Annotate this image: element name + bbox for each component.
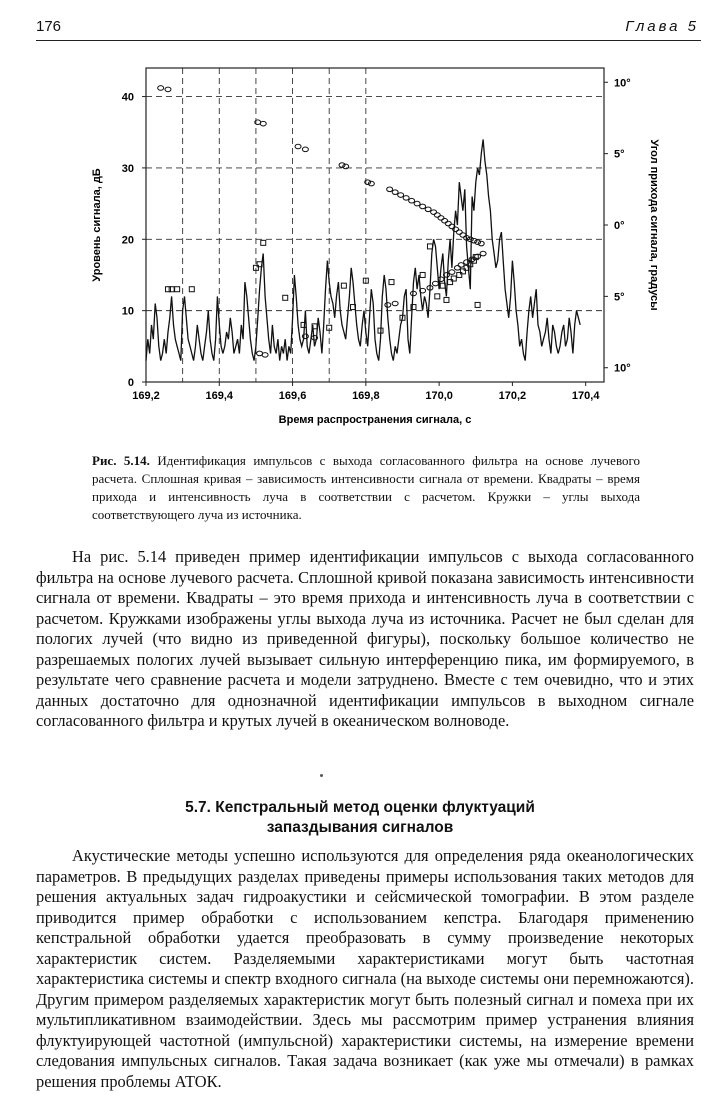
figure-caption [92,452,640,524]
ray-square [165,287,170,292]
x-tick-label: 170,0 [425,390,453,402]
y-tick-label: 10 [121,305,134,318]
ray-angle-circle [409,198,415,203]
x-axis-ticks [132,382,600,402]
signal-intensity-line [146,139,580,360]
ray-square [435,294,440,299]
y2-tick-label: 10° [614,362,631,375]
page-header [36,14,701,41]
y-tick-label: 0 [127,377,134,389]
ray-angle-circle [339,163,345,168]
y-axis-label: Уровень сигнала, дБ [91,168,103,282]
ray-angle-circle [343,164,349,169]
ray-square [261,240,266,245]
ray-square [460,269,465,274]
ray-square [175,287,180,292]
x-tick-label: 169,8 [352,390,380,402]
ray-angle-circle [398,193,404,198]
ray-angle-circle [454,266,460,271]
ray-angle-circle [478,241,484,246]
ray-angle-circle [403,196,409,201]
ray-angle-circle [262,353,268,358]
chapter-title: Глава 5 [625,18,699,35]
ray-angle-circle [425,207,431,212]
x-tick-label: 170,4 [571,390,600,402]
ray-square [451,276,456,281]
y2-axis-ticks [604,77,631,374]
ray-square [301,322,306,327]
y-tick-label: 20 [121,234,134,247]
ray-angle-circle [420,204,426,209]
x-axis-label: Время распространения сигнала, с [278,414,472,426]
x-tick-label: 169,6 [278,390,307,402]
ray-angle-circles [158,86,486,358]
y-axis-ticks [122,92,146,389]
ray-square [457,272,462,277]
ray-angle-circle [432,281,438,286]
y2-axis-label: Угол прихода сигнала, градусы [648,139,660,311]
ray-angle-circle [302,147,308,152]
ray-angle-circle [458,263,464,268]
ray-angle-circle [460,233,466,238]
ray-angle-circle [368,181,374,186]
ray-angle-circle [387,187,393,192]
y-tick-label: 40 [121,91,134,104]
ray-square [427,244,432,249]
ray-angle-circle [385,303,391,308]
ray-square [420,272,425,277]
ray-angle-circle [442,218,448,223]
ray-square [389,280,394,285]
ray-angle-circle [475,240,481,245]
ray-square [283,295,288,300]
ray-angle-circle [260,121,266,126]
ray-angle-circle [295,144,301,149]
y2-tick-label: 0° [614,220,625,232]
y2-tick-label: 5° [614,148,625,161]
separator-dot [320,774,323,777]
ray-angle-circle [449,270,455,275]
body-paragraph-2: Акустические методы успешно используются для определения ряда океанологических параметров. В предыдущих разделах приведены примеры использования таких методов для решения актуальных задач гидроакустики и сейсмической томографии. В этом разделе приводится пример обработки с использованием кепстра. Благодаря применению кепстральной обработки удается преобразовать в сумму произведение некоторых характеристик систем. Разделяемыми характеристиками могут быть частотная характеристика системы и спектр входного сигнала (на выходе системы они перемножаются). Другим примером разделяемых характеристик могут быть полезный сигнал и помеха при их мультипликативном взаимодействии. Здесь мы рассмотрим пример устранения влияния флуктуирующей частотной (импульсной) характеристики системы, на измерение времени следования импульсных сигналов. Такая задача возникает (как уже мы отмечали) в рамках решения проблемы АТОК. [36,846,694,1091]
x-tick-label: 169,4 [205,390,234,402]
y2-tick-label: 5° [614,291,625,304]
ray-square [444,297,449,302]
ray-square [169,287,174,292]
ray-angle-circle [480,251,486,256]
ray-angle-circle [456,230,462,235]
x-tick-label: 169,2 [132,390,160,402]
ray-angle-circle [392,301,398,306]
section-heading-line-1: 5.7. Кепстральный метод оценки флуктуаций [185,799,535,816]
ray-angle-circle [392,190,398,195]
page-number: 176 [36,18,62,35]
ray-square [448,280,453,285]
x-tick-label: 170,2 [498,390,527,402]
ray-square [189,287,194,292]
y-tick-label: 30 [121,162,134,175]
y2-tick-label: 10° [614,77,631,90]
body-paragraph-1: На рис. 5.14 приведен пример идентификации импульсов с выхода согласованного фильтра на основе лучевого расчета. Сплошной кривой показана зависимость интенсивности сигнала от времени. Квадраты – это время прихода и интенсивность луча в соответствии с расчетом. Кружками изображены углы выхода луча из источника. Расчет не был сделан для пологих лучей (что видно из приведенной фигуры), поскольку большое количество не разрешаемых пологих лучей вызывает сильную интерференцию пика, им формируемого, в результате чего сравнение расчета и модели затруднено. Вместе с тем очевидно, что и этих данных достаточно для однозначной идентификации импульсов в выходном сигнале согласованного фильтра и крутых лучей в океаническом волноводе. [36,547,694,730]
ray-angle-circle [431,210,437,215]
ray-angle-circle [434,213,440,218]
figure-caption-text: Идентификация импульсов с выхода согласованного фильтра на основе лучевого расчета. Сплошная кривая – зависимость интенсивности сигнала от времени. Квадраты – время прихода и интенсивность луча в соответствии с расчетом. Кружки – углы выхода соответствующего луча из источника. [92,453,641,522]
ray-angle-circle [438,216,444,221]
figure-chart [0,46,725,446]
ray-angle-circle [445,221,451,226]
ray-angle-circle [165,87,171,92]
ray-angle-circle [414,201,420,206]
ray-square [475,302,480,307]
figure-caption-label: Рис. 5.14. [92,453,150,468]
section-heading-line-2: запаздывания сигналов [266,819,454,836]
section-heading [60,798,660,838]
ray-angle-circle [158,86,164,91]
ray-square [341,283,346,288]
